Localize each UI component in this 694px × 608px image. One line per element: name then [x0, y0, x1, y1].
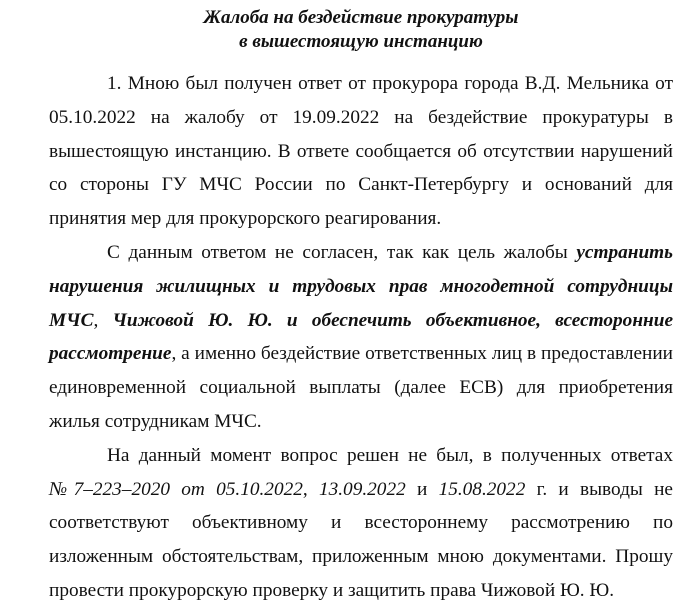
paragraph-2-text-a: С данным ответом не согласен, так как цель жалобы — [107, 241, 577, 263]
title-line-2: в вышестоящую инстанцию — [239, 31, 483, 52]
paragraph-3 — [49, 439, 673, 608]
paragraph-3-sep-b: и — [405, 478, 439, 500]
title-line-1: Жалоба на бездействие прокуратуры — [203, 7, 519, 28]
paragraph-1 — [49, 67, 673, 236]
paragraph-3-text-b: г. и выводы не соответствуют объективному и всестороннему рассмотрению по изложенным обстоятельствам, приложенным мною документами. Прошу провести прокурорскую проверку и защитить права Чижовой Ю. Ю. — [49, 478, 673, 601]
paragraph-2-text-c: , а именно бездействие ответственных лиц в предоставлении единовременной социальной выплаты (далее ЕСВ) для приобретения жилья сотрудникам МЧС. — [49, 343, 673, 432]
paragraph-3-date-2: 13.09.2022 — [318, 478, 406, 500]
paragraph-2-text-b: , — [93, 309, 113, 331]
paragraph-3-ref-number: №7–223–2020 от 05.10.2022 — [49, 478, 303, 500]
paragraph-3-sep-a: , — [302, 478, 319, 500]
document-page — [49, 0, 673, 608]
paragraph-2 — [49, 236, 673, 439]
paragraph-2-emphasis-b: Чижовой Ю. Ю. и обеспечить объективное, всесторонние рассмотрение — [49, 309, 674, 365]
paragraph-1-text: 1. Мною был получен ответ от прокурора города В.Д. Мельника от 05.10.2022 на жалобу от 19.09.2022 на бездействие прокуратуры в вышестоящую инстанцию. В ответе сообщается об отсутствии нарушений со стороны ГУ МЧС России по Санкт-Петербургу и оснований для принятия мер для прокурорского реагирования. — [49, 73, 673, 230]
paragraph-3-date-3: 15.08.2022 — [438, 478, 526, 500]
paragraph-3-text-a: На данный момент вопрос решен не был, в полученных ответах — [107, 444, 673, 466]
document-title — [49, 0, 673, 54]
paragraph-2-emphasis-a: устранить нарушения жилищных и трудовых прав многодетной сотрудницы МЧС — [49, 241, 673, 331]
